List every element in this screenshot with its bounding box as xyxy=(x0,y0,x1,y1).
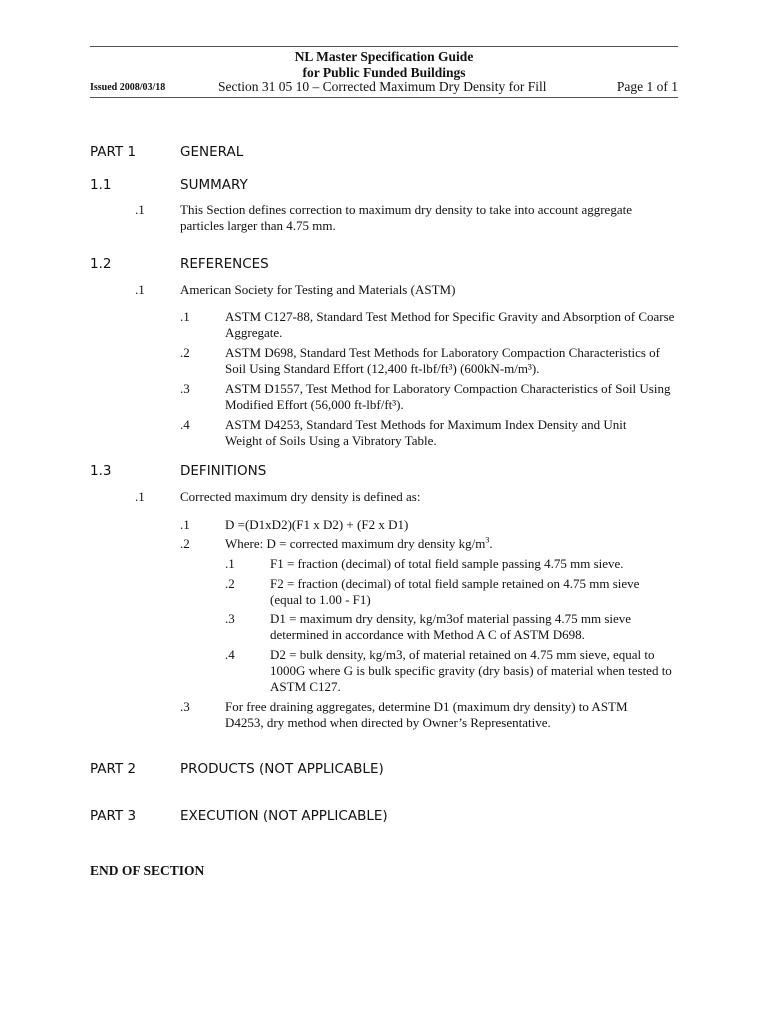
where-text-superscript: 3 xyxy=(485,535,490,545)
ref-item-text: ASTM D1557, Test Method for Laboratory Compaction Characteristics of Soil Using Modified Effort (56,000 ft-lbf/ft³). xyxy=(225,381,671,412)
var-item-text: D1 = maximum dry density, kg/m3of material passing 4.75 mm sieve determined in accordance with Method A C of ASTM D698. xyxy=(270,611,632,642)
end-of-section: END OF SECTION xyxy=(90,863,205,878)
part2-number: PART 2 xyxy=(90,761,137,777)
ref-item-text: ASTM C127-88, Standard Test Method for Specific Gravity and Absorption of Coarse Aggregate. xyxy=(225,309,675,340)
part2-title: PRODUCTS (NOT APPLICABLE) xyxy=(180,761,384,777)
header-issued-date: Issued 2008/03/18 xyxy=(90,82,166,93)
s13-p1-number: .1 xyxy=(135,489,145,504)
s11-p1-text: This Section defines correction to maximum dry density to take into account aggregate particles larger than 4.75 mm. xyxy=(180,202,632,233)
where-text-main: Where: D = corrected maximum dry density kg/m xyxy=(225,536,486,551)
var-item-text: F2 = fraction (decimal) of total field sample retained on 4.75 mm sieve (equal to 1.00 - F1) xyxy=(270,576,640,607)
s11-title: SUMMARY xyxy=(180,177,248,193)
formula-text: D =(D1xD2)(F1 x D2) + (F2 x D1) xyxy=(225,517,409,532)
header-bottom-rule xyxy=(90,97,678,98)
s13-number: 1.3 xyxy=(90,463,112,479)
header-page-number: Page 1 of 1 xyxy=(616,79,678,94)
header-title-line2: for Public Funded Buildings xyxy=(302,65,466,80)
var-item-text: D2 = bulk density, kg/m3, of material retained on 4.75 mm sieve, equal to 1000G where G is bulk specific gravity (dry basis) of material when tested to ASTM C127. xyxy=(270,647,672,694)
var-item-number: .1 xyxy=(225,556,235,571)
ref-item-number: .4 xyxy=(180,417,190,432)
s11-number: 1.1 xyxy=(90,177,112,193)
where-text-period: . xyxy=(489,536,493,551)
var-item-text: F1 = fraction (decimal) of total field sample passing 4.75 mm sieve. xyxy=(270,556,624,571)
part1-title: GENERAL xyxy=(180,144,244,160)
var-item-number: .4 xyxy=(225,647,235,662)
def-item-number: .3 xyxy=(180,699,190,714)
where-text xyxy=(225,536,675,552)
var-item-number: .3 xyxy=(225,611,235,626)
ref-item-text: ASTM D4253, Standard Test Methods for Maximum Index Density and Unit Weight of Soils Using a Vibratory Table. xyxy=(225,417,627,448)
ref-item-text: ASTM D698, Standard Test Methods for Laboratory Compaction Characteristics of Soil Using Standard Effort (12,400 ft-lbf/ft³) (600kN-m/m³). xyxy=(225,345,660,376)
def-item-number: .1 xyxy=(180,517,190,532)
var-item-number: .2 xyxy=(225,576,235,591)
s12-number: 1.2 xyxy=(90,256,112,272)
part3-title: EXECUTION (NOT APPLICABLE) xyxy=(180,808,388,824)
header-top-rule xyxy=(90,46,678,47)
header-title-line1: NL Master Specification Guide xyxy=(294,49,474,64)
s11-p1-number: .1 xyxy=(135,202,145,217)
part3-number: PART 3 xyxy=(90,808,137,824)
def-item-number: .2 xyxy=(180,536,190,551)
header-section-title: Section 31 05 10 – Corrected Maximum Dry Density for Fill xyxy=(218,79,547,94)
part1-number: PART 1 xyxy=(90,144,137,160)
ref-item-number: .1 xyxy=(180,309,190,324)
s12-p1-number: .1 xyxy=(135,282,145,297)
s13-title: DEFINITIONS xyxy=(180,463,267,479)
free-draining-text: For free draining aggregates, determine D1 (maximum dry density) to ASTM D4253, dry method when directed by Owner’s Representative. xyxy=(225,699,628,730)
s12-title: REFERENCES xyxy=(180,256,269,272)
s13-p1-text: Corrected maximum dry density is defined as: xyxy=(180,489,421,504)
ref-item-number: .2 xyxy=(180,345,190,360)
ref-item-number: .3 xyxy=(180,381,190,396)
s12-p1-text: American Society for Testing and Materials (ASTM) xyxy=(180,282,456,297)
